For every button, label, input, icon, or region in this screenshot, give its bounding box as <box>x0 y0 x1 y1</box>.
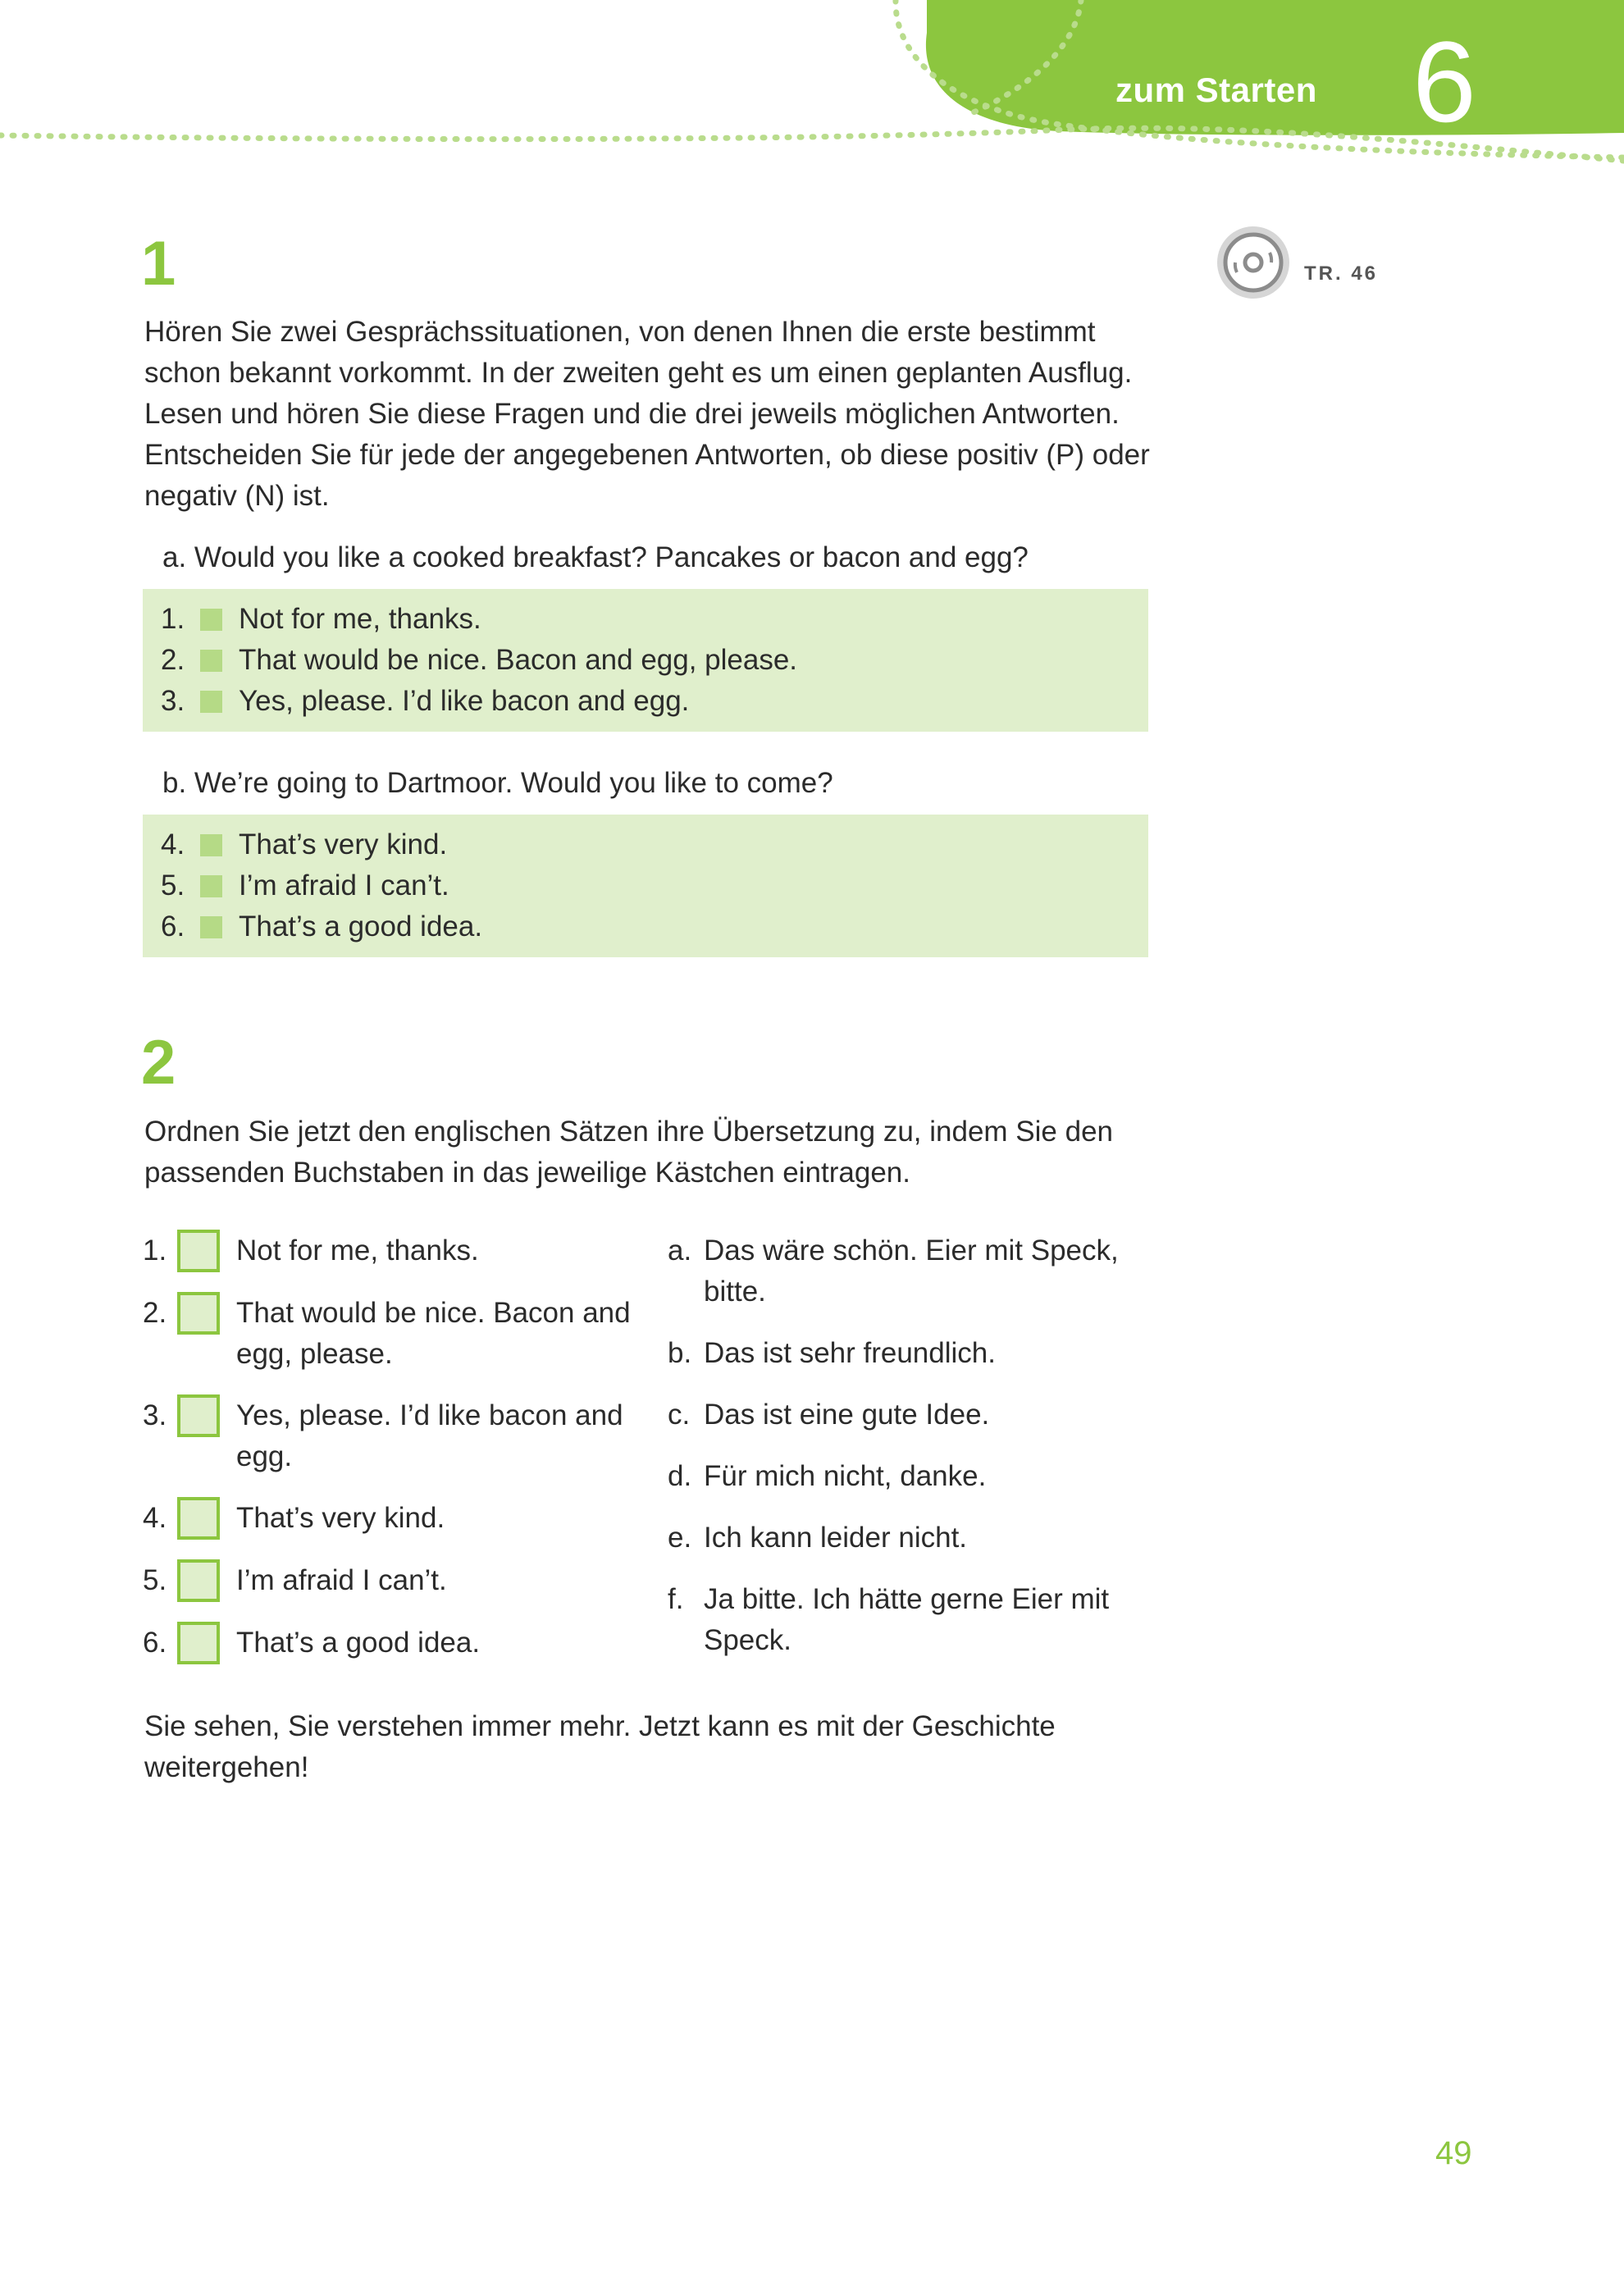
answer-text: That’s very kind. <box>239 828 448 860</box>
match-number: 4. <box>143 1502 167 1534</box>
match-number: 6. <box>143 1627 167 1659</box>
match-item <box>143 1230 651 1272</box>
match-item <box>143 1498 651 1540</box>
answer-input-box[interactable] <box>177 1559 220 1602</box>
answer-number: 1. <box>161 603 185 635</box>
translation-letter: e. <box>668 1522 692 1554</box>
translation-item <box>668 1333 1160 1374</box>
question-b: b. We’re going to Dartmoor. Would you like to come? <box>162 767 833 799</box>
match-text: Yes, please. I’d like bacon and egg. <box>236 1399 623 1472</box>
translation-letter: a. <box>668 1235 692 1267</box>
translation-text: Das ist sehr freundlich. <box>704 1337 996 1369</box>
answer-number: 4. <box>161 828 185 860</box>
translation-letter: f. <box>668 1583 684 1615</box>
cd-icon[interactable] <box>1216 225 1291 300</box>
match-text: That’s very kind. <box>236 1502 445 1534</box>
answer-input-box[interactable] <box>177 1292 220 1335</box>
match-item <box>143 1395 651 1477</box>
english-sentences <box>143 1230 651 1685</box>
closing-text: Sie sehen, Sie verstehen immer mehr. Jetzt kann es mit der Geschichte weitergehen! <box>144 1710 1056 1783</box>
page-number: 49 <box>1435 2135 1472 2171</box>
translation-letter: d. <box>668 1460 692 1492</box>
match-item <box>143 1560 651 1602</box>
answer-text: That would be nice. Bacon and egg, please. <box>239 644 798 676</box>
chapter-number: 6 <box>1412 17 1476 146</box>
checkbox-square[interactable] <box>200 834 222 856</box>
german-translations <box>668 1230 1160 1682</box>
match-number: 2. <box>143 1297 167 1329</box>
checkbox-square[interactable] <box>200 691 222 713</box>
answer-input-box[interactable] <box>177 1394 220 1437</box>
checkbox-square[interactable] <box>200 875 222 897</box>
translation-item <box>668 1394 1160 1435</box>
section1-instructions: Hören Sie zwei Gesprächssituationen, von denen Ihnen die erste bestimmt schon bekannt vorkommt. In der zweiten geht es um einen geplanten Ausflug. Lesen und hören Sie diese Fragen und die drei jeweils möglichen Antworten. Entscheiden Sie für jede der angegebenen Antworten, ob diese positiv (P) oder negativ (N) ist. <box>144 316 1150 512</box>
question-a: a. Would you like a cooked breakfast? Pancakes or bacon and egg? <box>162 541 1029 573</box>
answer-row <box>161 865 1148 906</box>
match-number: 5. <box>143 1564 167 1596</box>
answer-row <box>161 681 1148 722</box>
answer-text: Yes, please. I’d like bacon and egg. <box>239 685 690 717</box>
section2-instructions: Ordnen Sie jetzt den englischen Sätzen ihre Übersetzung zu, indem Sie den passenden Buchstaben in das jeweilige Kästchen eintragen. <box>144 1116 1113 1189</box>
chapter-label: zum Starten <box>1115 71 1317 109</box>
translation-text: Das ist eine gute Idee. <box>704 1399 990 1431</box>
section-number-2: 2 <box>141 1028 176 1098</box>
translation-letter: c. <box>668 1399 691 1431</box>
translation-text: Das wäre schön. Eier mit Speck, bitte. <box>704 1235 1119 1308</box>
checkbox-square[interactable] <box>200 650 222 672</box>
answer-number: 3. <box>161 685 185 717</box>
match-item <box>143 1623 651 1664</box>
answer-input-box[interactable] <box>177 1230 220 1272</box>
translation-text: Ich kann leider nicht. <box>704 1522 968 1554</box>
answer-number: 5. <box>161 869 185 901</box>
answer-row <box>161 906 1148 947</box>
translation-letter: b. <box>668 1337 692 1369</box>
match-text: Not for me, thanks. <box>236 1235 479 1267</box>
checkbox-square[interactable] <box>200 916 222 938</box>
translation-text: Ja bitte. Ich hätte gerne Eier mit Speck. <box>704 1583 1110 1656</box>
header-decoration <box>0 0 1624 180</box>
track-label: TR. 46 <box>1304 262 1379 285</box>
translation-item <box>668 1579 1160 1661</box>
answer-text: Not for me, thanks. <box>239 603 481 635</box>
answer-row <box>161 640 1148 681</box>
match-text: That would be nice. Bacon and egg, please. <box>236 1297 631 1370</box>
match-text: I’m afraid I can’t. <box>236 1564 447 1596</box>
answer-number: 6. <box>161 911 185 943</box>
answer-text: That’s a good idea. <box>239 911 483 943</box>
answer-row <box>161 824 1148 865</box>
match-number: 3. <box>143 1399 167 1431</box>
answer-text: I’m afraid I can’t. <box>239 869 449 901</box>
answer-input-box[interactable] <box>177 1497 220 1540</box>
checkbox-square[interactable] <box>200 609 222 631</box>
match-number: 1. <box>143 1235 167 1267</box>
match-text: That’s a good idea. <box>236 1627 481 1659</box>
answer-box-b <box>143 815 1148 957</box>
translation-item <box>668 1456 1160 1497</box>
translation-text: Für mich nicht, danke. <box>704 1460 987 1492</box>
translation-item <box>668 1518 1160 1559</box>
match-item <box>143 1293 651 1375</box>
answer-row <box>161 599 1148 640</box>
answer-box-a <box>143 589 1148 732</box>
section-number-1: 1 <box>141 229 176 299</box>
answer-input-box[interactable] <box>177 1622 220 1664</box>
translation-item <box>668 1230 1160 1312</box>
answer-number: 2. <box>161 644 185 676</box>
